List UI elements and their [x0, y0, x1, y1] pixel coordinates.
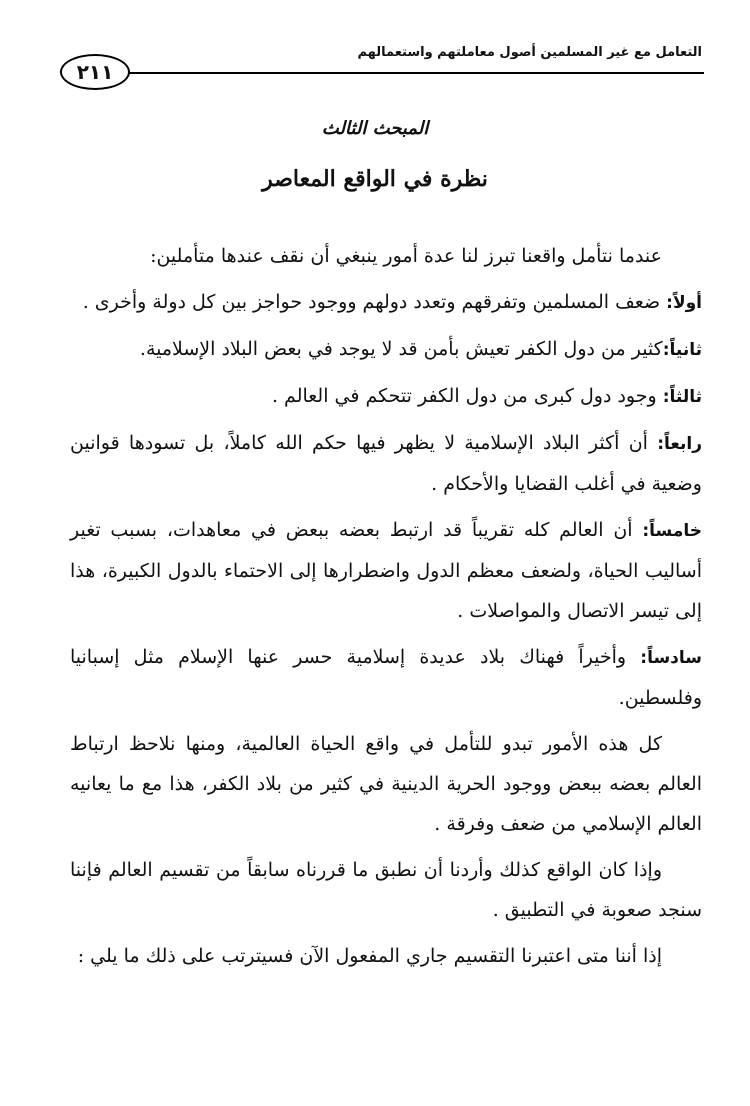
paragraph-observation: كل هذه الأمور تبدو للتأمل في واقع الحياة العالمية، ومنها نلاحظ ارتباط العالم بعضه ببعض ووجود الحرية الدينية في كثير من بلاد الكفر، هذا مع ما يعانيه العالم الإسلامي من ضعف وفرقة . — [70, 733, 702, 835]
header-title: التعامل مع غير المسلمين أصول معاملتهم واستعمالهم — [357, 45, 702, 60]
paragraph-point-5 — [70, 510, 702, 631]
point-4-label: رابعاً: — [657, 434, 702, 454]
point-3-label: ثالثاً: — [662, 387, 702, 407]
point-6-text: وأخيراً فهناك بلاد عديدة إسلامية حسر عنها الإسلام مثل إسبانيا وفلسطين. — [70, 646, 702, 709]
point-3-text: وجود دول كبرى من دول الكفر تتحكم في العالم . — [271, 385, 663, 407]
point-5-label: خامساً: — [642, 521, 702, 541]
page-number: ٢١١ — [60, 54, 130, 90]
point-2-text: كثير من دول الكفر تعيش بأمن قد لا يوجد في بعض البلاد الإسلامية. — [139, 338, 663, 360]
paragraph-point-3 — [70, 376, 702, 417]
point-5-text: أن العالم كله تقريباً قد ارتبط بعضه ببعض في معاهدات، بسبب تغير أساليب الحياة، ولضعف معظم الدول واضطرارها إلى الاحتماء بالدول الكبيرة، هذا إلى تيسر الاتصال والمواصلات . — [70, 519, 702, 622]
point-1-label: أولاً: — [666, 293, 702, 313]
point-6-label: سادساً: — [640, 648, 702, 668]
paragraph-point-1 — [70, 282, 702, 323]
header-rule — [110, 72, 704, 74]
paragraph-intro: عندما نتأمل واقعنا تبرز لنا عدة أمور ينبغي أن نقف عندها متأملين: — [150, 245, 662, 267]
paragraph-point-4 — [70, 423, 702, 504]
point-2-label: ثانياً: — [662, 340, 702, 360]
point-1-text: ضعف المسلمين وتفرقهم وتعدد دولهم ووجود حواجز بين كل دولة وأخرى . — [82, 291, 667, 313]
section-title: نظرة في الواقع المعاصر — [262, 166, 488, 192]
section-subtitle: المبحث الثالث — [321, 118, 429, 139]
paragraph-point-6 — [70, 637, 702, 718]
body-text — [70, 236, 702, 982]
point-4-text: أن أكثر البلاد الإسلامية لا يظهر فيها حكم الله كاملاً، بل تسودها قوانين وضعية في أغلب القضايا والأحكام . — [70, 432, 702, 495]
paragraph-application: وإذا كان الواقع كذلك وأردنا أن نطبق ما قررناه سابقاً من تقسيم العالم فإننا سنجد صعوبة في التطبيق . — [70, 859, 702, 921]
paragraph-consequence: إذا أننا متى اعتبرنا التقسيم جاري المفعول الآن فسيترتب على ذلك ما يلي : — [77, 945, 662, 967]
paragraph-point-2 — [70, 329, 702, 370]
